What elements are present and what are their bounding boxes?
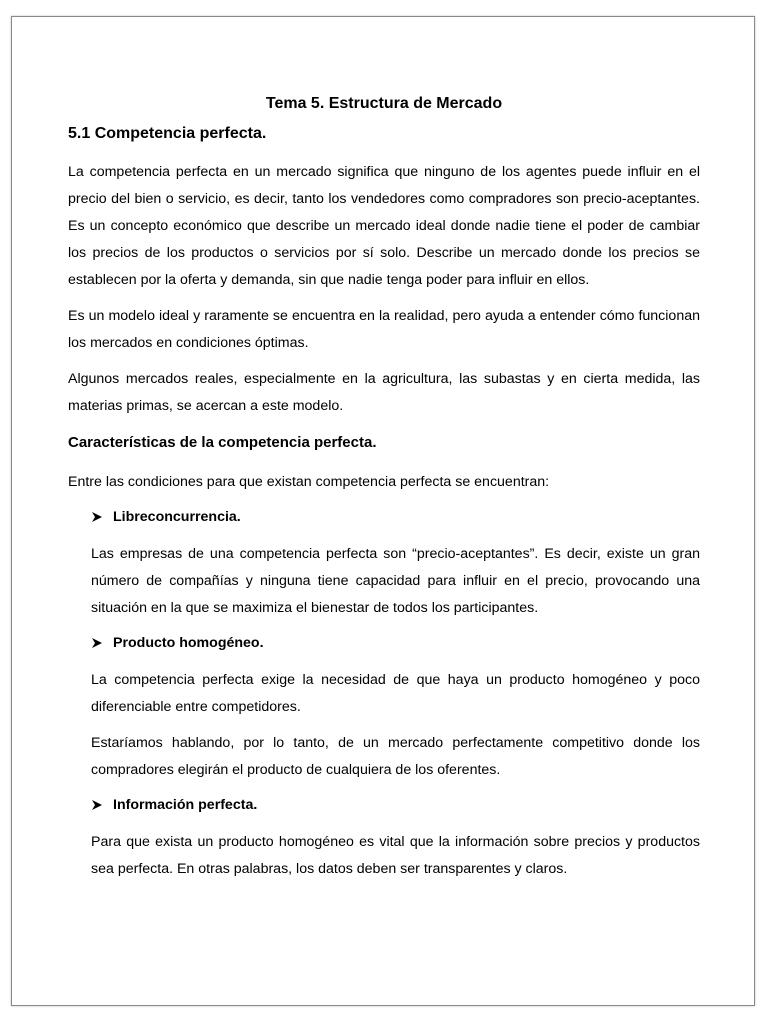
- subheading: Características de la competencia perfecta.: [68, 434, 377, 451]
- list-item-label: Libreconcurrencia.: [113, 509, 241, 525]
- paragraph: La competencia perfecta en un mercado significa que ninguno de los agentes puede influir en el precio del bien o servicio, es decir, tanto los vendedores como compradores son precio-aceptantes. Es un concepto económico que describe un mercado ideal donde nadie tiene el poder de cambiar los precios de los productos o servicios por sí solo. Describe un mercado donde los precios se establecen por la oferta y demanda, sin que nadie tenga poder para influir en ellos.: [68, 164, 700, 288]
- arrow-bullet-icon: [91, 799, 113, 811]
- document-page: [11, 16, 755, 1006]
- paragraph: Es un modelo ideal y raramente se encuentra en la realidad, pero ayuda a entender cómo funcionan los mercados en condiciones óptimas.: [68, 308, 700, 351]
- arrow-bullet-icon: [91, 511, 113, 523]
- list-item-heading: [91, 506, 700, 528]
- document-body: [68, 93, 700, 892]
- section-heading: 5.1 Competencia perfecta.: [68, 125, 267, 142]
- paragraph: Algunos mercados reales, especialmente en la agricultura, las subastas y en cierta medida, las materias primas, se acercan a este modelo.: [68, 371, 700, 414]
- list-item-heading: [91, 794, 700, 816]
- list-item-paragraph: Para que exista un producto homogéneo es vital que la información sobre precios y productos sea perfecta. En otras palabras, los datos deben ser transparentes y claros.: [91, 834, 700, 877]
- list-item-paragraph: Las empresas de una competencia perfecta son “precio-aceptantes”. Es decir, existe un gran número de compañías y ninguna tiene capacidad para influir en el precio, provocando una situación en la que se maximiza el bienestar de todos los participantes.: [91, 546, 700, 616]
- list-item-label: Producto homogéneo.: [113, 635, 264, 651]
- list-item-paragraph: La competencia perfecta exige la necesidad de que haya un producto homogéneo y poco diferenciable entre competidores.: [91, 672, 700, 715]
- list-item-heading: [91, 632, 700, 654]
- intro-paragraph: Entre las condiciones para que existan competencia perfecta se encuentran:: [68, 474, 550, 490]
- list-item-label: Información perfecta.: [113, 797, 258, 813]
- document-title: Tema 5. Estructura de Mercado: [265, 95, 503, 112]
- arrow-bullet-icon: [91, 637, 113, 649]
- list-item-paragraph: Estaríamos hablando, por lo tanto, de un mercado perfectamente competitivo donde los compradores elegirán el producto de cualquiera de los oferentes.: [91, 735, 700, 778]
